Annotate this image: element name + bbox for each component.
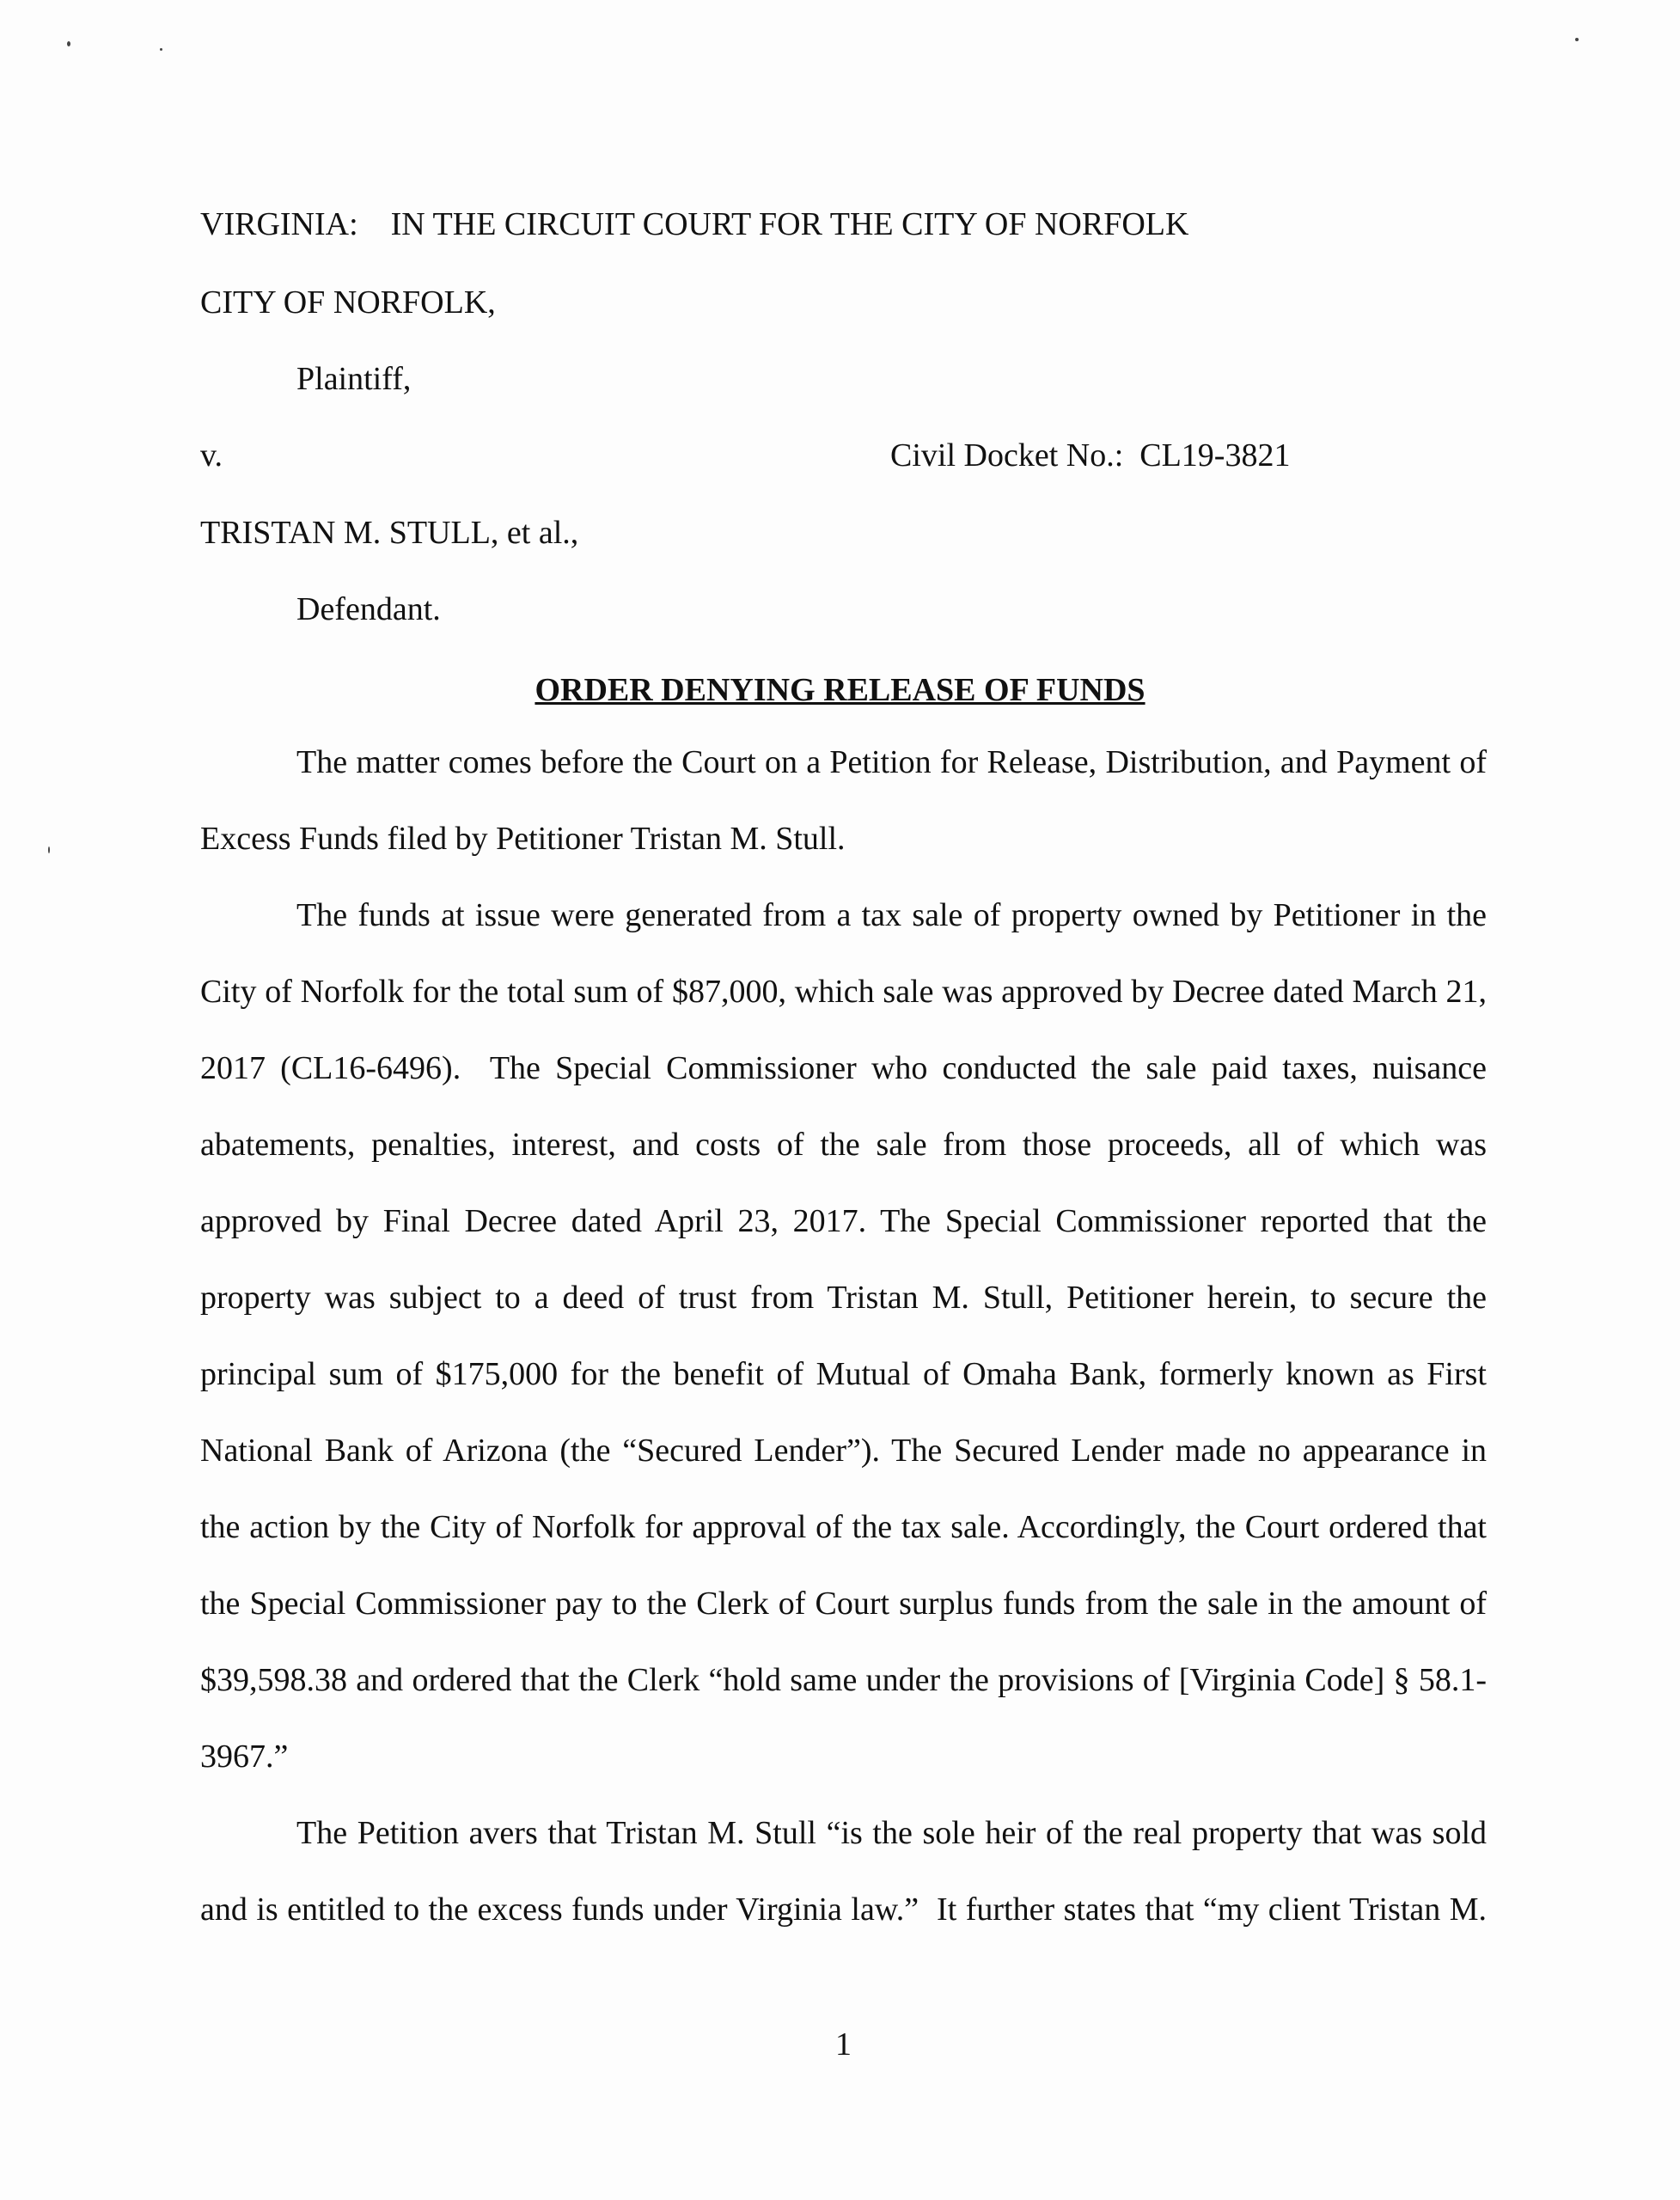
paragraph-2-line: abatements, penalties, interest, and costs of the sale from those proceeds, all of which was (200, 1127, 1487, 1163)
plaintiff-name: CITY OF NORFOLK, (200, 284, 496, 321)
versus: v. (200, 437, 223, 474)
docket-number: Civil Docket No.: CL19-3821 (890, 437, 1291, 474)
paragraph-2-line: $39,598.38 and ordered that the Clerk “hold same under the provisions of [Virginia Code] § 58.1- (200, 1662, 1487, 1698)
paragraph-2-line: The funds at issue were generated from a tax sale of property owned by Petitioner in the (296, 897, 1487, 933)
paragraph-2-line: 2017 (CL16-6496). The Special Commissioner who conducted the sale paid taxes, nuisance (200, 1050, 1487, 1086)
paragraph-2-line: City of Norfolk for the total sum of $87,000, which sale was approved by Decree dated March 21, (200, 974, 1487, 1010)
defendant-role: Defendant. (296, 591, 441, 627)
scan-speck (48, 846, 50, 853)
paragraph-2-line: National Bank of Arizona (the “Secured Lender”). The Secured Lender made no appearance in (200, 1433, 1487, 1469)
scan-speck (67, 41, 70, 46)
paragraph-1-line: The matter comes before the Court on a Petition for Release, Distribution, and Payment of (296, 744, 1487, 780)
paragraph-1-line: Excess Funds filed by Petitioner Tristan M. Stull. (200, 821, 846, 857)
page-number: 1 (835, 2026, 852, 2062)
paragraph-2-line: the Special Commissioner pay to the Clerk of Court surplus funds from the sale in the amount of (200, 1586, 1487, 1622)
court-heading: VIRGINIA: IN THE CIRCUIT COURT FOR THE CITY OF NORFOLK (200, 206, 1189, 242)
paragraph-3-line: The Petition avers that Tristan M. Stull “is the sole heir of the real property that was sold (296, 1815, 1487, 1851)
scan-speck (1575, 38, 1579, 41)
plaintiff-role: Plaintiff, (296, 361, 412, 397)
defendant-name: TRISTAN M. STULL, et al., (200, 515, 579, 551)
paragraph-2-line: approved by Final Decree dated April 23, 2017. The Special Commissioner reported that the (200, 1203, 1487, 1239)
paragraph-3-line: and is entitled to the excess funds under Virginia law.” It further states that “my client Tristan M. (200, 1891, 1487, 1928)
scan-speck (160, 48, 162, 51)
paragraph-2-line: 3967.” (200, 1739, 289, 1775)
paragraph-2-line: the action by the City of Norfolk for approval of the tax sale. Accordingly, the Court ordered that (200, 1509, 1487, 1545)
order-title: ORDER DENYING RELEASE OF FUNDS (535, 672, 1145, 708)
paragraph-2-line: principal sum of $175,000 for the benefit of Mutual of Omaha Bank, formerly known as First (200, 1356, 1487, 1392)
paragraph-2-line: property was subject to a deed of trust from Tristan M. Stull, Petitioner herein, to secure the (200, 1280, 1487, 1316)
